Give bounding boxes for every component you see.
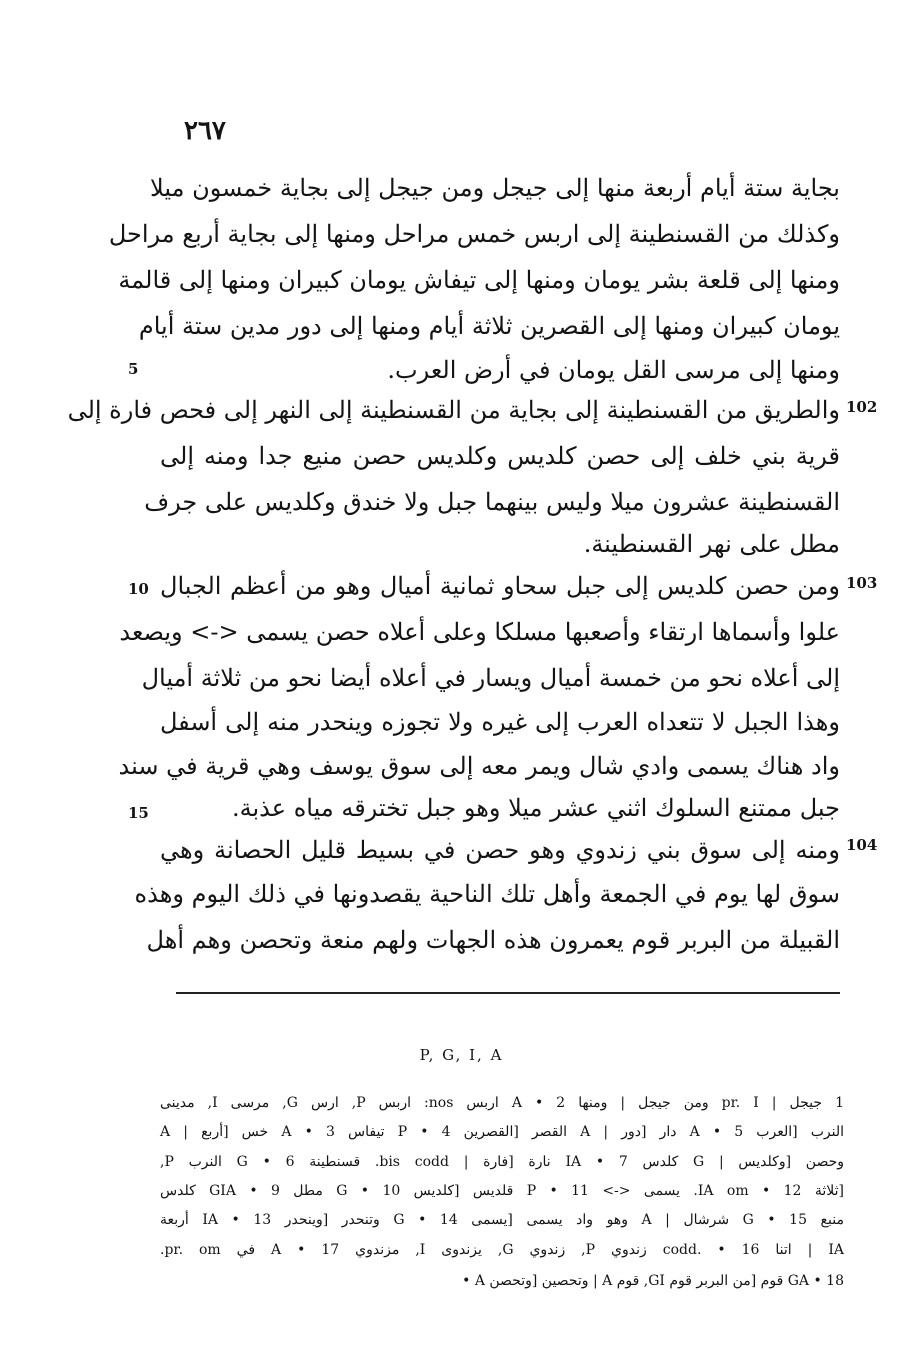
- apparatus-line: منبع 15 • G شرشال | A وهو واد يسمى [يسمى 14 • G وتنحدر [وينحدر 13 • IA أربعة: [160, 1212, 844, 1228]
- text-line: سوق لها يوم في الجمعة وأهل تلك الناحية يقصدونها في ذلك اليوم وهذه: [134, 880, 840, 908]
- text-line: القسنطينة عشرون ميلا وليس بينهما جبل ولا خندق وكلديس على جرف: [144, 488, 840, 516]
- line-number: 5: [128, 360, 139, 378]
- text-line: واد هناك يسمى وادي شال ويمر معه إلى سوق يوسف وهي قرية في سند: [118, 752, 840, 780]
- footnote-divider: [176, 992, 840, 994]
- text-line: ومنها إلى مرسى القل يومان في أرض العرب.: [387, 356, 840, 384]
- apparatus-line: وحصن [وكلديس | G كلدس 7 • IA نارة [فارة | bis codd. قسنطينة 6 • G النرب P,: [160, 1154, 845, 1170]
- apparatus-line: GA • 18 قوم [من البربر قوم GI, قوم A | وتحصين [وتحصن A •: [462, 1273, 844, 1289]
- text-line: علوا وأسماها ارتقاء وأصعبها مسلكا وعلى أعلاه حصن يسمى <-> ويصعد: [119, 618, 840, 646]
- paragraph-number: 103: [846, 574, 878, 592]
- apparatus-line: النرب [العرب 5 • A دار [دور | A القصر [القصرين 4 • P تيفاس 3 • A خس [أربع | A: [160, 1124, 844, 1140]
- text-line: وهذا الجبل لا تتعداه العرب إلى غيره ولا تجوزه وينحدر منه إلى أسفل: [160, 708, 840, 736]
- apparatus-line: IA | اتنا codd. • 16 زندوي P, زندوي G, يزندوى I, مزندوي A • 17 في pr. om.: [160, 1242, 845, 1258]
- paragraph-number: 104: [846, 836, 878, 854]
- text-line: ومن حصن كلديس إلى جبل سحاو ثمانية أميال وهو من أعظم الجبال: [160, 572, 840, 600]
- text-line: يومان كبيران ومنها إلى القصرين ثلاثة أيام ومنها إلى دور مدين ستة أيام: [138, 312, 840, 340]
- paragraph-number: 102: [846, 398, 878, 416]
- text-line: القبيلة من البربر قوم يعمرون هذه الجهات ولهم منعة وتحصن وهم أهل: [146, 926, 840, 954]
- text-line: وكذلك من القسنطينة إلى اربس خمس مراحل ومنها إلى بجاية أربع مراحل: [108, 220, 840, 248]
- line-number: 15: [128, 804, 149, 822]
- text-line: مطل على نهر القسنطينة.: [583, 530, 840, 558]
- text-line: قرية بني خلف إلى حصن كلديس وكلديس حصن منيع جدا ومنه إلى: [160, 442, 840, 470]
- sigla-heading: P, G, I, A: [419, 1046, 504, 1064]
- apparatus-line: [ثلاثة 12 • IA om. يسمى <-> 11 • P قلديس [كلديس 10 • G مطل 9 • GIA كلدس: [160, 1183, 844, 1199]
- text-line: ومنه إلى سوق بني زندوي وهو حصن في بسيط قليل الحصانة وهي: [160, 836, 840, 864]
- text-line: والطريق من القسنطينة إلى بجاية من القسنطينة إلى النهر إلى فحص فارة إلى: [67, 396, 840, 424]
- text-line: إلى أعلاه نحو من خمسة أميال ويسار في أعلاه أيضا نحو من ثلاثة أميال: [141, 664, 840, 692]
- text-line: ومنها إلى قلعة بشر يومان ومنها إلى تيفاش يومان كبيران ومنها إلى قالمة: [118, 266, 840, 294]
- text-line: جبل ممتنع السلوك اثني عشر ميلا وهو جبل تخترقه مياه عذبة.: [231, 794, 840, 822]
- line-number: 10: [128, 580, 149, 598]
- text-line: بجاية ستة أيام أربعة منها إلى جيجل ومن جيجل إلى بجاية خمسون ميلا: [150, 174, 840, 202]
- apparatus-line: 1 جيجل | pr. I ومن جيجل | ومنها A • 2 اربس nos: اربس P, ارس G, مرسى I, مدينى: [160, 1095, 845, 1111]
- page-number: ٢٦٧: [184, 116, 226, 146]
